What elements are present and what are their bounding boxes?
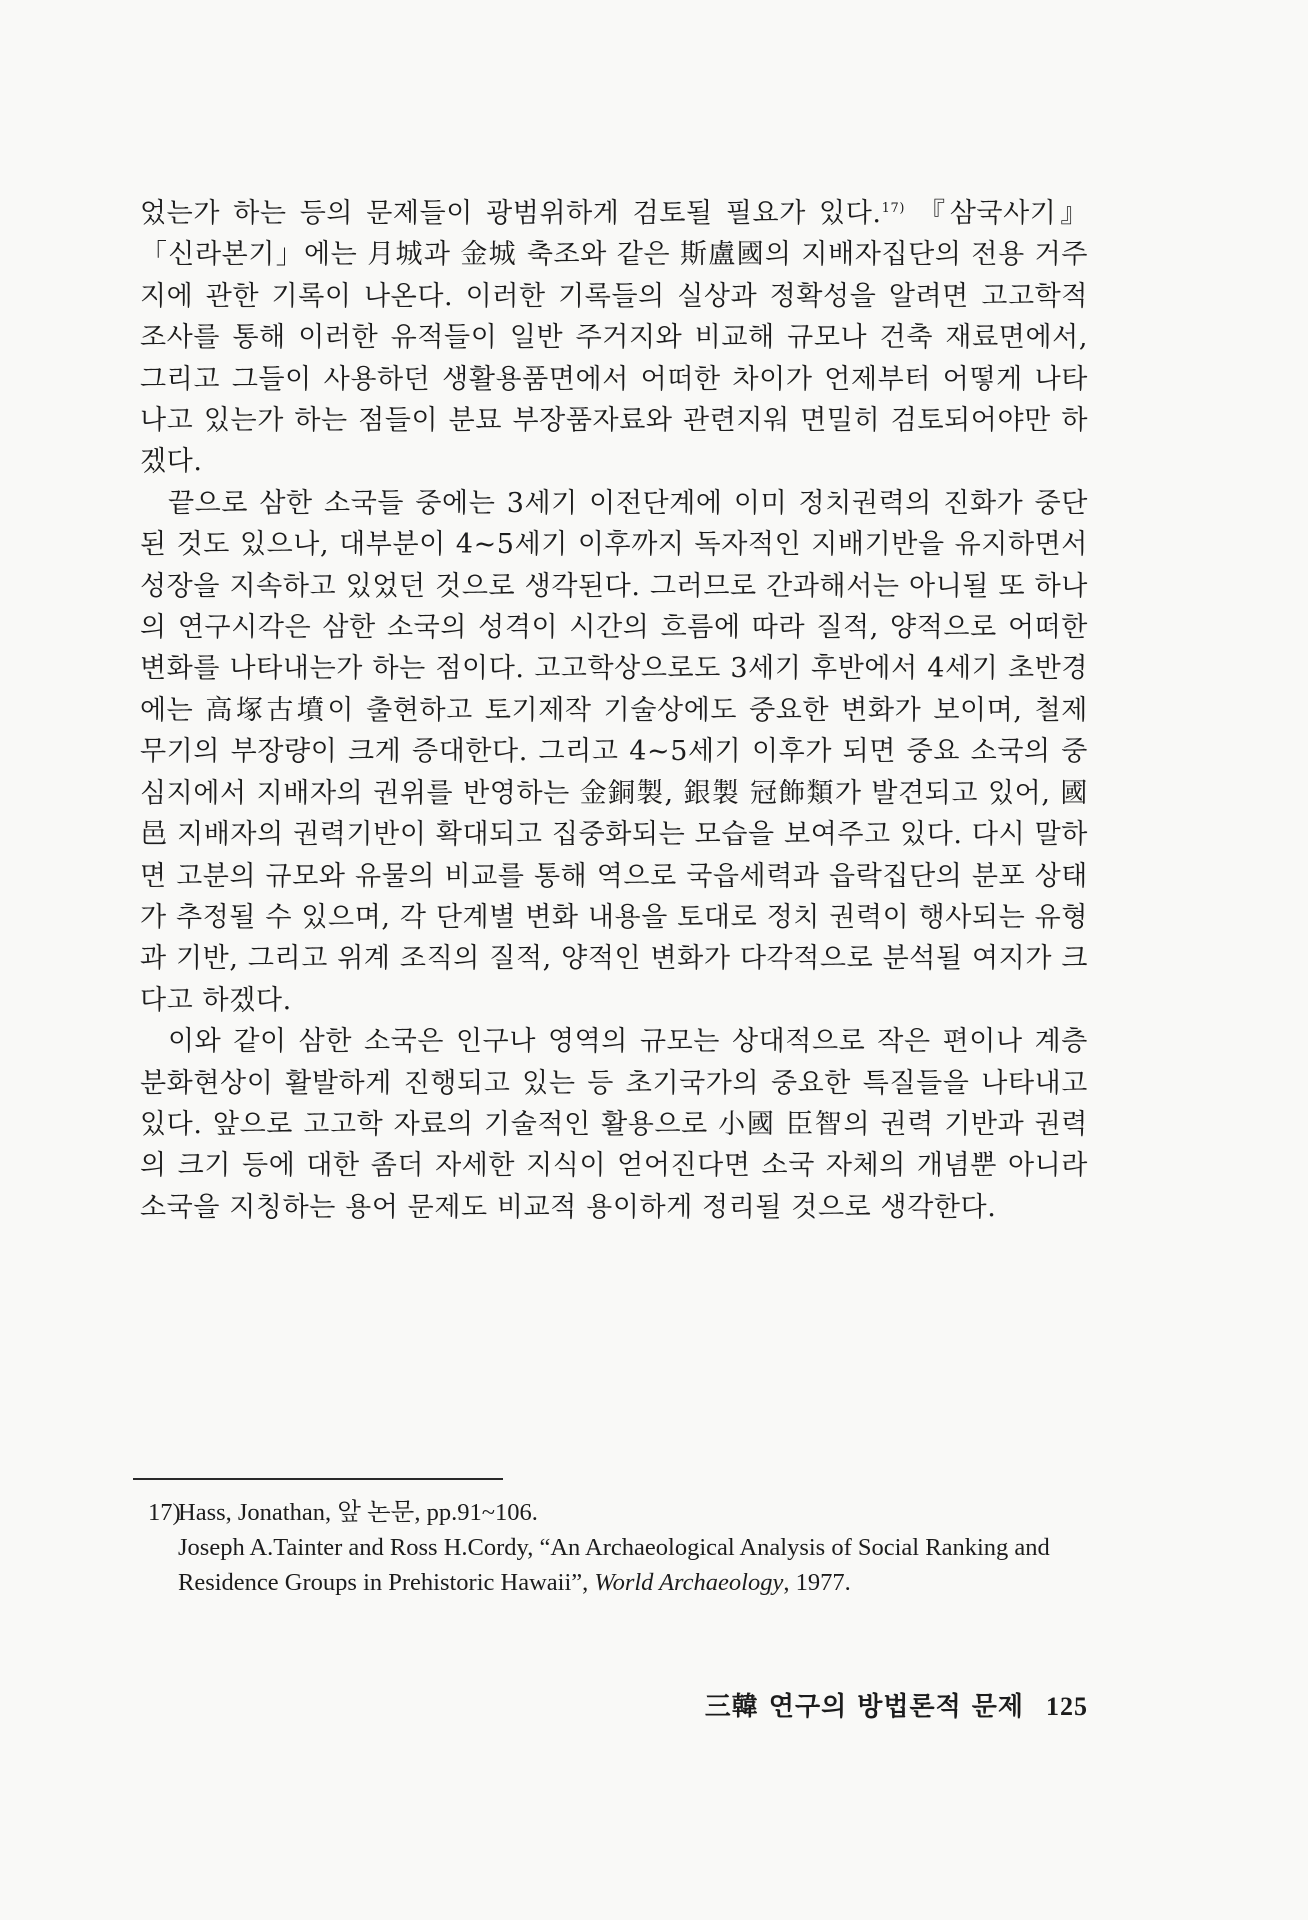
paragraph-1-part-2: 『삼국사기』「신라본기」에는 月城과 金城 축조와 같은 斯盧國의 지배자집단의 전용 거주지에 관한 기록이 나온다. 이러한 기록들의 실상과 정확성을 알려면 고고학적 조사를 통해 이러한 유적들이 일반 주거지와 비교해 규모나 건축 재료면에서, 그리고 그들이 사용하던 생활용품면에서 어떠한 차이가 언제부터 어떻게 나타나고 있는가 하는 점들이 분묘 부장품자료와 관련지워 면밀히 검토되어야만 하겠다. bbox=[140, 198, 1088, 478]
footnote-reference-17[interactable]: 17) bbox=[881, 201, 905, 216]
citation-2-text: Joseph A.Tainter and Ross H.Cordy, “An Archaeological Analysis of Social Ranking and Residence Groups in Prehistoric Hawaii”, bbox=[178, 1534, 1050, 1596]
footnote-citation-2 bbox=[148, 1530, 1088, 1600]
body-text bbox=[140, 193, 1088, 1228]
running-title: 三韓 연구의 방법론적 문제 bbox=[704, 1692, 1024, 1722]
footnote-number: 17) bbox=[148, 1499, 181, 1526]
footnote-line-1 bbox=[148, 1495, 1088, 1530]
citation-2-journal: World Archaeology bbox=[594, 1569, 784, 1596]
footnote-citation-1: Hass, Jonathan, 앞 논문, pp.91~106. bbox=[178, 1499, 538, 1526]
paragraph-1 bbox=[140, 193, 1088, 483]
footnote-17 bbox=[148, 1495, 1088, 1600]
paragraph-1-part-1: 었는가 하는 등의 문제들이 광범위하게 검토될 필요가 있다. bbox=[140, 198, 882, 229]
running-footer bbox=[686, 1686, 1088, 1723]
paragraph-2: 끝으로 삼한 소국들 중에는 3세기 이전단계에 이미 정치권력의 진화가 중단된 것도 있으나, 대부분이 4~5세기 이후까지 독자적인 지배기반을 유지하면서 성장을 지속하고 있었던 것으로 생각된다. 그러므로 간과해서는 아니될 또 하나의 연구시각은 삼한 소국의 성격이 시간의 흐름에 따라 질적, 양적으로 어떠한 변화를 나타내는가 하는 점이다. 고고학상으로도 3세기 후반에서 4세기 초반경에는 高塚古墳이 출현하고 토기제작 기술상에도 중요한 변화가 보이며, 철제 무기의 부장량이 크게 증대한다. 그리고 4~5세기 이후가 되면 중요 소국의 중심지에서 지배자의 권위를 반영하는 金銅製, 銀製 冠飾類가 발견되고 있어, 國邑 지배자의 권력기반이 확대되고 집중화되는 모습을 보여주고 있다. 다시 말하면 고분의 규모와 유물의 비교를 통해 역으로 국읍세력과 읍락집단의 분포 상태가 추정될 수 있으며, 각 단계별 변화 내용을 토대로 정치 권력이 행사되는 유형과 기반, 그리고 위계 조직의 질적, 양적인 변화가 다각적으로 분석될 여지가 크다고 하겠다. bbox=[140, 487, 1088, 1016]
footnote-divider bbox=[133, 1478, 503, 1480]
paragraph-3: 이와 같이 삼한 소국은 인구나 영역의 규모는 상대적으로 작은 편이나 계층 분화현상이 활발하게 진행되고 있는 등 초기국가의 중요한 특질들을 나타내고 있다. 앞으로 고고학 자료의 기술적인 활용으로 小國 臣智의 권력 기반과 권력의 크기 등에 대한 좀더 자세한 지식이 얻어진다면 소국 자체의 개념뿐 아니라 소국을 지칭하는 용어 문제도 비교적 용이하게 정리될 것으로 생각한다. bbox=[140, 1026, 1088, 1223]
citation-2-year: , 1977. bbox=[783, 1569, 851, 1596]
page-number: 125 bbox=[1046, 1692, 1088, 1721]
